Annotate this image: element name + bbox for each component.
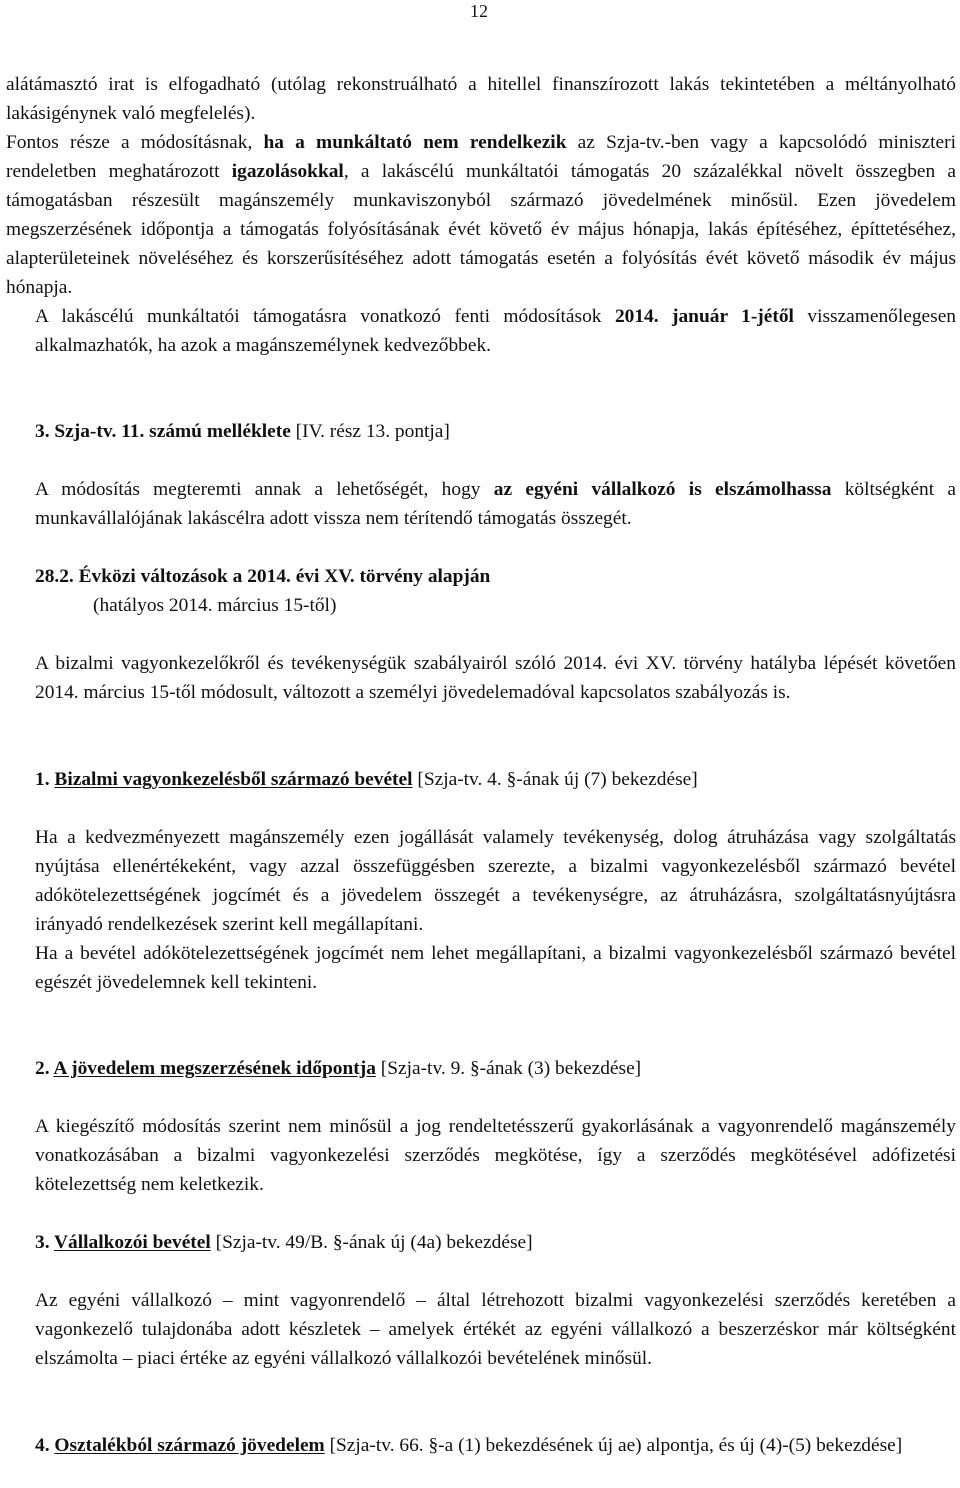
paragraph-support-document: alátámasztó irat is elfogadható (utólag rekonstruálható a hitellel finanszírozott lakás tekintetében a méltányolható lakásigénynek való megfelelés). <box>6 74 956 124</box>
paragraph-supplementary: A kiegészítő módosítás szerint nem minősül a jog rendeltetésszerű gyakorlásának a vagyonrendelő magánszemély vonatkozásában a bizalmi vagyonkezelési szerződés megkötése, így a szerződés megkötésével adófizetési kötelezettség nem keletkezik. <box>35 1116 956 1195</box>
paragraph-undeterminable: Ha a bevétel adókötelezettségének jogcímét nem lehet megállapítani, a bizalmi vagyonkezelésből származó bevétel egészét jövedelemnek kell tekinteni. <box>35 943 956 993</box>
heading-4-dividend-income: 4. Osztalékból származó jövedelem [Szja-tv. 66. §-a (1) bekezdésének új ae) alpontja, és új (4)-(5) bekezdése] <box>35 1435 903 1456</box>
paragraph-sole-proprietor-inventory: Az egyéni vállalkozó – mint vagyonrendelő – által létrehozott bizalmi vagyonkezelési szerződés keretében a vagonkezelő tulajdonába adott készletek – amelyek értékét az egyéni vállalkozó a beszerzéskor már költségként elszámolta – piaci értéke az egyéni vállalkozó vállalkozói bevételének minősül. <box>35 1290 956 1369</box>
heading-1-trust-income: 1. Bizalmi vagyonkezelésből származó bevétel [Szja-tv. 4. §-ának új (7) bekezdése] <box>35 769 698 790</box>
paragraph-trust-law: A bizalmi vagyonkezelőkről és tevékenységük szabályairól szóló 2014. évi XV. törvény hatályba lépését követően 2014. március 15-től módosult, változott a személyi jövedelemadóval kapcsolatos szabályozás is. <box>35 653 956 703</box>
heading-2-acquisition-time: 2. A jövedelem megszerzésének időpontja [Szja-tv. 9. §-ának (3) bekezdése] <box>35 1058 642 1079</box>
heading-3-business-revenue: 3. Vállalkozói bevétel [Szja-tv. 49/B. §-ának új (4a) bekezdése] <box>35 1232 533 1253</box>
paragraph-employer-no-certificate: Fontos része a módosításnak, ha a munkáltató nem rendelkezik az Szja-tv.-ben vagy a kapcsolódó miniszteri rendeletben meghatározott igazolásokkal, a lakáscélú munkáltatói támogatás 20 százalékkal növelt összegben a támogatásban részesült magánszemély munkaviszonyból származó jövedelmének minősül. Ezen jövedelem megszerzésének időpontja a támogatás folyósításának évét követő év május hónapja, lakás építéséhez, építtetéséhez, alapterületeinek növeléséhez és korszerűsítéséhez adott támogatás esetén a folyósítás évét követő második év május hónapja. <box>6 132 957 298</box>
heading-annex-11: 3. Szja-tv. 11. számú melléklete [IV. rész 13. pontja] <box>35 421 450 442</box>
top-section <box>6 70 956 360</box>
section-heading-28-2 <box>6 562 956 620</box>
section-title: 28.2. Évközi változások a 2014. évi XV. törvény alapján <box>35 566 491 587</box>
section-effective-date: (hatályos 2014. március 15-től) <box>93 595 337 616</box>
page-number: 12 <box>470 1 488 21</box>
paragraph-retroactive: A lakáscélú munkáltatói támogatásra vonatkozó fenti módosítások 2014. január 1-jétől visszamenőlegesen alkalmazhatók, ha azok a magánszemélynek kedvezőbbek. <box>35 306 956 356</box>
paragraph-sole-proprietor: A módosítás megteremti annak a lehetőségét, hogy az egyéni vállalkozó is elszámolhassa költségként a munkavállalójának lakáscélra adott vissza nem térítendő támogatás összegét. <box>35 479 957 529</box>
beneficiary-section <box>6 823 956 997</box>
paragraph-beneficiary: Ha a kedvezményezett magánszemély ezen jogállását valamely tevékenység, dolog átruházása vagy szolgáltatás nyújtása ellenértékeként, vagy azzal összefüggésben szerezte, a bizalmi vagyonkezelésből származó bevétel adókötelezettségének jogcímét és a jövedelem összegét a tevékenységre, az átruházásra, szolgáltatásnyújtásra irányadó rendelkezések szerint kell megállapítani. <box>35 827 956 935</box>
